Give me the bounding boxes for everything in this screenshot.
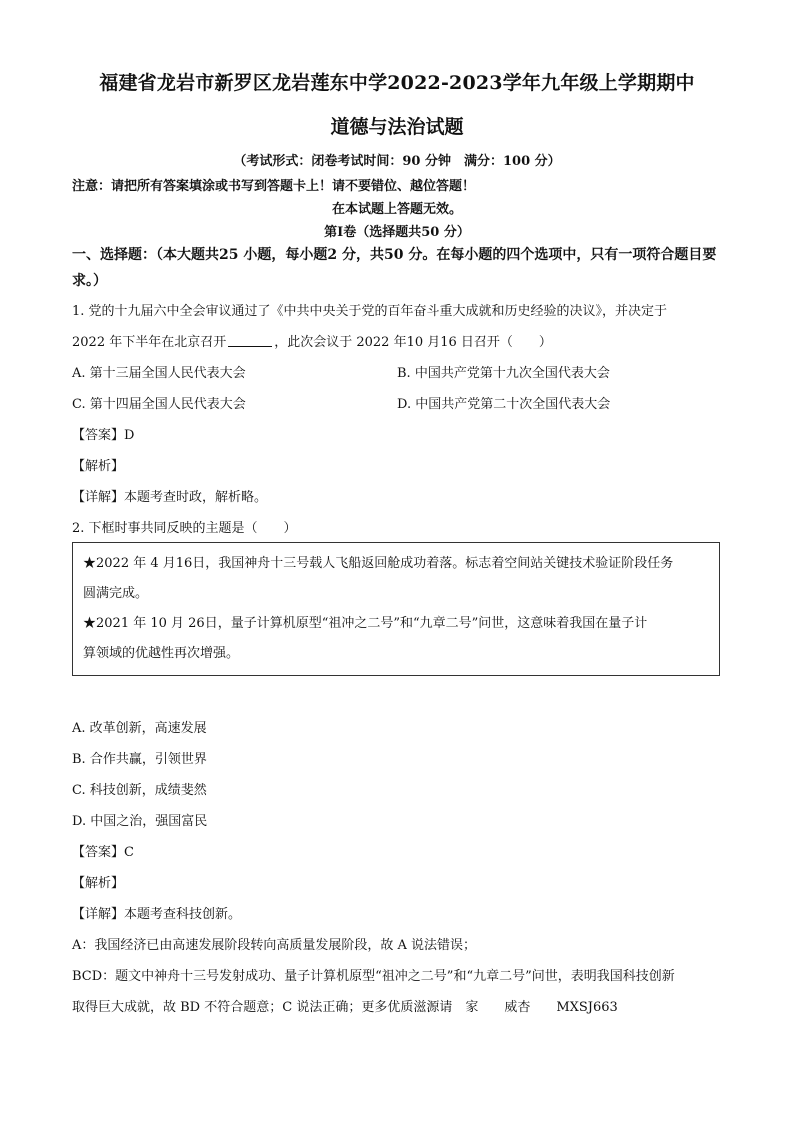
notice-line1: 注意：请把所有答案填涂或书写到答题卡上！请不要错位、越位答题！: [72, 179, 476, 194]
q2-answer-label: 【答案】: [72, 845, 125, 860]
notice-line2: 在本试题上答题无效。: [331, 202, 462, 217]
q2-detail: [72, 903, 241, 922]
q1-stem-line2: [72, 331, 552, 350]
exam-info: （考试形式：闭卷考试时间：90 分钟 满分：100 分）: [233, 154, 561, 169]
q2-option-c: C. 科技创新，成绩斐然: [72, 783, 207, 798]
q2-box-line1: ★2022 年 4 月16日，我国神舟十三号载人飞船返回舱成功着落。标志着空间站关键技术验证阶段任务: [83, 556, 674, 571]
q1-stem-line1: 1. 党的十九届六中全会审议通过了《中共中央关于党的百年奋斗重大成就和历史经验的决议》，并决定于: [72, 304, 668, 319]
volume-title: 第Ⅰ卷（选择题共50 分）: [324, 225, 470, 240]
q2-explain-a: A：我国经济已由高速发展阶段转向高质量发展阶段，故 A 说法错误；: [72, 938, 477, 953]
q1-blank: [228, 346, 272, 347]
q2-news-box: [72, 542, 720, 676]
q2-option-b: B. 合作共赢，引领世界: [72, 752, 207, 767]
q1-option-a: A. 第十三届全国人民代表大会: [72, 366, 246, 381]
q1-answer-value: D: [124, 428, 135, 443]
q2-explain-bcd-line2: 取得巨大成就，故 BD 不符合题意；C 说法正确；更多优质滋源请 家 威杏 MXSJ663: [72, 1000, 618, 1015]
q2-answer-value: C: [124, 845, 134, 860]
q1-option-c: C. 第十四届全国人民代表大会: [72, 397, 246, 412]
q2-detail-text: 本题考查科技创新。: [124, 907, 242, 922]
q2-stem: 2. 下框时事共同反映的主题是（ ）: [72, 521, 297, 536]
q2-box-line3: ★2021 年 10 月 26日，量子计算机原型“祖冲之二号”和“九章二号”问世，这意味着我国在量子计: [83, 616, 648, 631]
q1-stem-part-a: 2022 年下半年在北京召开: [72, 335, 227, 350]
section-heading: 一、选择题：（本大题共25 小题，每小题2 分，共50 分。在每小题的四个选项中，只有一项符合题目要求。）: [72, 247, 717, 289]
q1-answer-label: 【答案】: [72, 428, 125, 443]
q2-analysis-label: 【解析】: [72, 876, 125, 891]
q1-detail-label: 【详解】: [72, 490, 125, 505]
exam-title-line2: 道德与法治试题: [330, 116, 464, 138]
q1-answer: [72, 424, 134, 443]
q1-option-d: D. 中国共产党第二十次全国代表大会: [397, 397, 611, 412]
q2-answer: [72, 841, 134, 860]
q2-option-d: D. 中国之治，强国富民: [72, 814, 208, 829]
q2-option-a: A. 改革创新，高速发展: [72, 721, 207, 736]
q1-detail: [72, 486, 267, 505]
q2-box-line4: 算领域的优越性再次增强。: [83, 646, 240, 661]
q2-explain-bcd-line1: BCD：题文中神舟十三号发射成功、量子计算机原型“祖冲之二号”和“九章二号”问世，表明我国科技创新: [72, 969, 675, 984]
q1-option-b: B. 中国共产党第十九次全国代表大会: [397, 366, 610, 381]
exam-title-line1: 福建省龙岩市新罗区龙岩莲东中学2022-2023学年九年级上学期期中: [99, 72, 695, 94]
q1-stem-part-b: ，此次会议于 2022 年10 月16 日召开（ ）: [274, 335, 552, 350]
q1-detail-text: 本题考查时政，解析略。: [124, 490, 268, 505]
q2-detail-label: 【详解】: [72, 907, 125, 922]
q1-analysis-label: 【解析】: [72, 459, 125, 474]
q2-box-line2: 圆满完成。: [83, 586, 149, 601]
